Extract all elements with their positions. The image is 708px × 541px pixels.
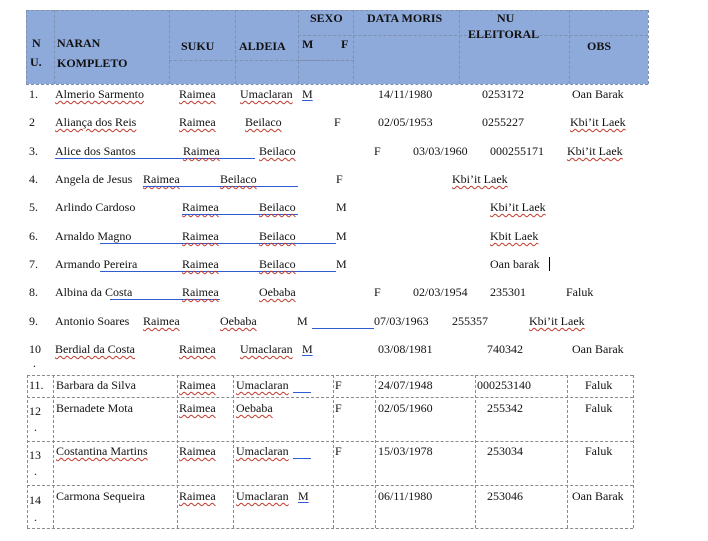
row-6-no: 6.: [29, 229, 38, 243]
row-2-obs: Kbi’it Laek: [570, 115, 626, 129]
row-14-data: 06/11/1980: [378, 489, 433, 503]
row-8-nu: 235301: [490, 285, 526, 299]
row-3-naran: Alice dos Santos: [55, 144, 136, 158]
header-nu-line2: ELEITORAL: [468, 27, 540, 41]
header-divider: [54, 10, 55, 84]
row-12-aldeia: Oebaba: [236, 401, 273, 415]
row-9-data: 07/03/1963: [374, 314, 429, 328]
row-4-no: 4.: [29, 172, 38, 186]
row-11-nu: 000253140: [477, 378, 531, 392]
row-4-sexo: F: [336, 172, 343, 186]
row-3-nu: 000255171: [490, 144, 544, 158]
row-9-aldeia: Oebaba: [220, 314, 257, 328]
row-3-aldeia: Beilaco: [259, 144, 296, 158]
row-12-no-dot: .: [34, 420, 37, 434]
row-2-sexo: F: [334, 115, 341, 129]
row-10-data: 03/08/1981: [378, 342, 433, 356]
header-sexo-m: M: [302, 37, 314, 51]
row-13-obs: Faluk: [585, 444, 613, 458]
row-6-sexo: M: [336, 229, 347, 243]
row-12-data: 02/05/1960: [378, 401, 433, 415]
row-4-suku: Raimea: [143, 172, 180, 186]
header-nu-line1: NU: [497, 11, 515, 25]
grid-line: [177, 375, 178, 528]
header-data-moris: DATA MORIS: [367, 11, 443, 25]
row-5-naran: Arlindo Cardoso: [55, 200, 136, 214]
row-3-no: 3.: [29, 144, 38, 158]
row-6-suku: Raimea: [182, 229, 219, 243]
header-suku: SUKU: [181, 39, 215, 53]
row-5-suku: Raimea: [182, 200, 219, 214]
row-13-underline: [293, 458, 311, 459]
grid-line: [27, 441, 633, 442]
header-divider: [26, 10, 27, 84]
grid-line: [567, 375, 568, 528]
row-10-no-dot: .: [33, 356, 36, 370]
row-2-data: 02/05/1953: [378, 115, 433, 129]
header-obs: OBS: [587, 39, 612, 53]
row-10-no: 10: [29, 342, 41, 356]
row-8-suku: Raimea: [182, 285, 219, 299]
row-14-no: 14: [29, 493, 41, 507]
grid-line: [27, 485, 633, 486]
row-9-obs: Kbi’it Laek: [529, 314, 585, 328]
row-12-obs: Faluk: [585, 401, 613, 415]
header-aldeia: ALDEIA: [239, 39, 286, 53]
header-sexo-f: F: [341, 37, 349, 51]
row-1-suku: Raimea: [179, 87, 216, 101]
row-10-sexo: M: [302, 342, 313, 356]
row-2-no: 2: [29, 115, 35, 129]
header-naran-line1: NARAN: [57, 36, 101, 50]
row-12-suku: Raimea: [179, 401, 216, 415]
row-13-aldeia: Umaclaran: [236, 444, 289, 458]
row-13-nu: 253034: [487, 444, 523, 458]
row-6-obs: Kbit Laek: [490, 229, 539, 243]
grid-line: [333, 375, 334, 528]
row-1-sexo: M: [302, 87, 313, 101]
row-11-no: 11.: [29, 378, 44, 392]
row-14-sexo: M: [298, 489, 309, 503]
row-14-obs: Oan Barak: [572, 489, 624, 503]
row-9-suku: Raimea: [143, 314, 180, 328]
row-11-suku: Raimea: [179, 378, 216, 392]
row-11-obs: Faluk: [585, 378, 613, 392]
row-10-naran: Berdial da Costa: [55, 342, 135, 356]
row-7-suku: Raimea: [182, 257, 219, 271]
row-10-suku: Raimea: [179, 342, 216, 356]
row-9-sexo: M: [297, 314, 308, 328]
row-11-naran: Barbara da Silva: [56, 378, 136, 392]
grid-line: [475, 375, 476, 528]
row-3-sexo: F: [374, 144, 381, 158]
row-5-aldeia: Beilaco: [259, 200, 296, 214]
grid-line: [633, 375, 634, 528]
row-6-naran: Arnaldo Magno: [55, 229, 132, 243]
row-5-obs: Kbi’it Laek: [490, 200, 546, 214]
grid-line: [27, 375, 28, 528]
row-1-nu: 0253172: [482, 87, 524, 101]
row-10-obs: Oan Barak: [572, 342, 624, 356]
row-14-naran: Carmona Sequeira: [56, 489, 145, 503]
row-14-suku: Raimea: [179, 489, 216, 503]
header-divider: [569, 10, 570, 84]
row-2-suku: Raimea: [179, 115, 216, 129]
row-4-aldeia: Beilaco: [220, 172, 257, 186]
row-13-data: 15/03/1978: [378, 444, 433, 458]
row-1-obs: Oan Barak: [572, 87, 624, 101]
row-4-obs: Kbi’it Laek: [452, 172, 508, 186]
grid-line: [27, 528, 633, 529]
row-13-suku: Raimea: [179, 444, 216, 458]
row-8-naran: Albina da Costa: [55, 285, 133, 299]
row-11-data: 24/07/1948: [378, 378, 433, 392]
row-6-aldeia: Beilaco: [259, 229, 296, 243]
grid-line: [53, 375, 54, 528]
row-11-aldeia: Umaclaran: [236, 378, 289, 392]
row-5-sexo: M: [336, 200, 347, 214]
row-3-suku: Raimea: [183, 144, 220, 158]
row-7-no: 7.: [29, 257, 38, 271]
row-12-sexo: F: [335, 401, 342, 415]
row-9-naran: Antonio Soares: [55, 314, 130, 328]
row-10-nu: 740342: [487, 342, 523, 356]
row-1-naran: Almerio Sarmento: [55, 87, 144, 101]
row-13-no-dot: .: [34, 464, 37, 478]
row-9-nu: 255357: [452, 314, 488, 328]
header-divider: [353, 10, 354, 84]
row-5-no: 5.: [29, 200, 38, 214]
header-divider: [169, 10, 170, 84]
header-sexo: SEXO: [310, 11, 343, 25]
row-8-sexo: F: [374, 285, 381, 299]
row-8-data: 02/03/1954: [413, 285, 468, 299]
row-14-aldeia: Umaclaran: [236, 489, 289, 503]
row-12-no: 12: [29, 404, 41, 418]
row-13-no: 13: [29, 448, 41, 462]
row-9-underline: [312, 328, 374, 329]
header-no-line2: U.: [30, 55, 42, 69]
row-3-data: 03/03/1960: [413, 144, 468, 158]
row-1-data: 14/11/1980: [378, 87, 433, 101]
row-13-naran: Costantina Martins: [56, 444, 148, 458]
row-11-sexo: F: [335, 378, 342, 392]
header-divider: [459, 10, 460, 84]
row-2-aldeia: Beilaco: [245, 115, 282, 129]
row-4-naran: Angela de Jesus: [55, 172, 133, 186]
grid-line: [375, 375, 376, 528]
row-2-nu: 0255227: [482, 115, 524, 129]
row-1-no: 1.: [29, 87, 38, 101]
header-divider: [235, 10, 236, 84]
grid-line: [27, 397, 633, 398]
row-3-underline: [55, 158, 255, 159]
row-7-sexo: M: [336, 257, 347, 271]
grid-line: [27, 375, 633, 376]
row-7-obs: Oan barak: [490, 257, 540, 271]
row-8-no: 8.: [29, 285, 38, 299]
header-divider: [298, 10, 299, 84]
header-naran-line2: KOMPLETO: [57, 56, 128, 70]
header-subdivider: [298, 60, 354, 61]
row-14-no-dot: .: [34, 510, 37, 524]
row-14-nu: 253046: [487, 489, 523, 503]
row-3-obs: Kbi’it Laek: [567, 144, 623, 158]
row-8-obs: Faluk: [566, 285, 594, 299]
row-12-nu: 255342: [487, 401, 523, 415]
row-11-underline: [293, 392, 311, 393]
grid-line: [233, 375, 234, 528]
header-border-bottom: [26, 84, 648, 85]
row-1-aldeia: Umaclaran: [240, 87, 293, 101]
header-no-line1: N: [32, 36, 41, 50]
text-cursor: [549, 257, 550, 271]
row-12-naran: Bernadete Mota: [56, 401, 133, 415]
row-7-naran: Armando Pereira: [55, 257, 138, 271]
row-9-no: 9.: [29, 314, 38, 328]
row-8-aldeia: Oebaba: [259, 285, 296, 299]
row-2-naran: Aliança dos Reis: [55, 115, 137, 129]
header-divider: [648, 10, 649, 84]
row-10-aldeia: Umaclaran: [240, 342, 293, 356]
row-13-sexo: F: [335, 444, 342, 458]
row-7-aldeia: Beilaco: [259, 257, 296, 271]
